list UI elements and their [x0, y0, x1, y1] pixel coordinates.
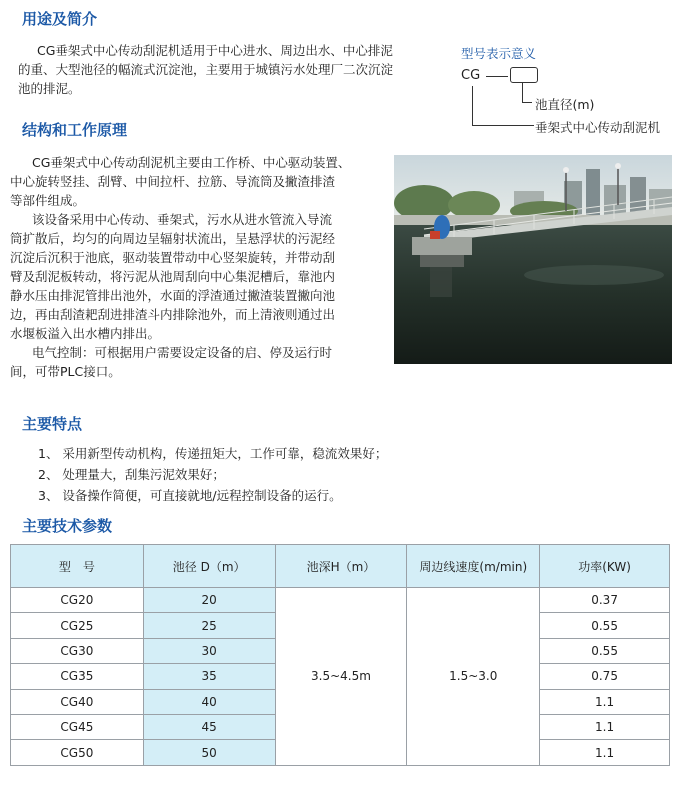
cell-power: 0.55	[540, 638, 670, 663]
legend-prefix: CG	[461, 68, 481, 83]
cell-diameter: 20	[143, 588, 275, 613]
legend-connector	[472, 86, 473, 126]
structure-line: 水堰板溢入出水槽内排出。	[10, 326, 161, 341]
structure-line: 等部件组成。	[10, 193, 86, 208]
legend-connector	[472, 125, 534, 126]
cell-power: 0.75	[540, 664, 670, 689]
cell-diameter: 50	[143, 740, 275, 765]
usage-line-2: 的重、大型池径的幅流式沉淀池，主要用于城镇污水处理厂二次沉淀	[18, 62, 394, 77]
header-depth: 池深H（m）	[275, 545, 407, 588]
cell-model: CG25	[11, 613, 144, 638]
header-power: 功率(KW)	[540, 545, 670, 588]
cell-model: CG45	[11, 714, 144, 739]
cell-diameter: 30	[143, 638, 275, 663]
features-heading: 主要特点	[22, 415, 83, 433]
structure-line: CG垂架式中心传动刮泥机主要由工作桥、中心驱动装置、	[32, 155, 351, 170]
structure-heading: 结构和工作原理	[22, 121, 128, 139]
cell-power: 0.37	[540, 588, 670, 613]
structure-line: 静水压由排泥管排出池外，水面的浮渣通过撇渣装置撇向池	[10, 288, 336, 303]
structure-line: 电气控制：可根据用户需要设定设备的启、停及运行时	[32, 345, 333, 360]
header-model: 型 号	[11, 545, 144, 588]
structure-line: 沉淀后沉积于池底，驱动装置带动中心竖架旋转，并带动刮	[10, 250, 336, 265]
cell-diameter: 35	[143, 664, 275, 689]
legend-connector	[522, 82, 523, 103]
cell-model: CG50	[11, 740, 144, 765]
spec-table	[10, 544, 670, 766]
model-legend	[458, 44, 678, 144]
cell-diameter: 45	[143, 714, 275, 739]
feature-item: 1、 采用新型传动机构，传递扭矩大，工作可靠，稳流效果好；	[38, 446, 388, 461]
cell-depth: 3.5~4.5m	[275, 588, 407, 766]
legend-connector	[522, 102, 532, 103]
structure-line: 臂及刮泥板转动，将污泥从池周刮向中心集泥槽后，靠池内	[10, 269, 336, 284]
header-speed: 周边线速度(m/min)	[407, 545, 540, 588]
cell-model: CG40	[11, 689, 144, 714]
table-header-row	[11, 545, 670, 588]
cell-power: 1.1	[540, 740, 670, 765]
cell-diameter: 40	[143, 689, 275, 714]
structure-line: 边，再由刮渣耙刮进排渣斗内排除池外，而上清液则通过出	[10, 307, 336, 322]
cell-model: CG30	[11, 638, 144, 663]
params-heading: 主要技术参数	[22, 517, 113, 535]
feature-item: 3、 设备操作简便，可直接就地/远程控制设备的运行。	[38, 488, 342, 503]
usage-line-1: CG垂架式中心传动刮泥机适用于中心进水、周边出水、中心排泥	[37, 43, 393, 58]
structure-line: 间，可带PLC接口。	[10, 364, 121, 379]
structure-line: 筒扩散后，均匀的向周边呈辐射状流出，呈悬浮状的污泥经	[10, 231, 336, 246]
cell-speed: 1.5~3.0	[407, 588, 540, 766]
header-diameter: 池径 D（m）	[143, 545, 275, 588]
cell-power: 1.1	[540, 714, 670, 739]
cell-power: 1.1	[540, 689, 670, 714]
structure-line: 中心旋转竖挂、刮臂、中间拉杆、拉筋、导流筒及撇渣排渣	[10, 174, 336, 189]
cell-model: CG20	[11, 588, 144, 613]
legend-diameter-label: 池直径(m)	[535, 97, 595, 112]
legend-diameter-box	[510, 67, 538, 83]
usage-heading: 用途及简介	[22, 10, 98, 28]
cell-model: CG35	[11, 664, 144, 689]
structure-paragraph	[10, 153, 390, 381]
legend-title: 型号表示意义	[461, 46, 537, 61]
structure-line: 该设备采用中心传动、垂架式，污水从进水管流入导流	[32, 212, 333, 227]
legend-type-label: 垂架式中心传动刮泥机	[535, 120, 661, 135]
cell-diameter: 25	[143, 613, 275, 638]
table-row	[11, 588, 670, 613]
sedimentation-tank-photo	[394, 155, 672, 364]
usage-line-3: 池的排泥。	[18, 81, 81, 96]
feature-item: 2、 处理量大，刮集污泥效果好；	[38, 467, 225, 482]
cell-power: 0.55	[540, 613, 670, 638]
legend-dash	[486, 76, 508, 77]
usage-paragraph	[18, 41, 454, 98]
